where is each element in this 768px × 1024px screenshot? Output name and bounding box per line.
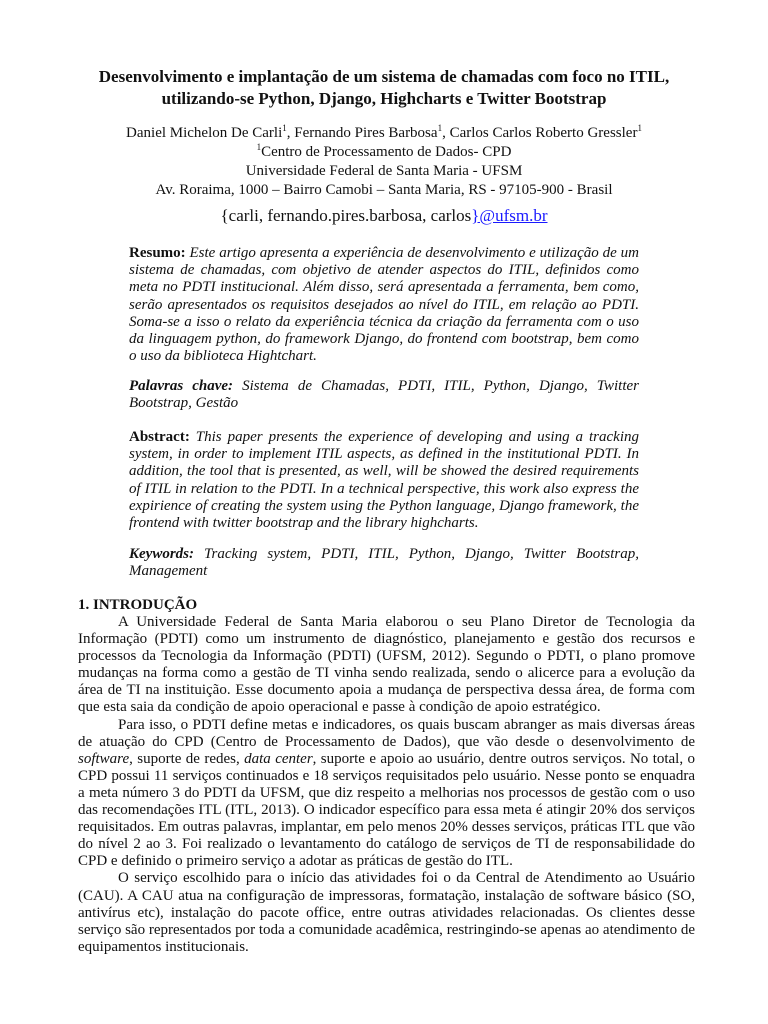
resumo-text: Este artigo apresenta a experiência de desenvolvimento e utilização de um sistema de chamadas, com objetivo de atender aspectos do ITIL, definidos como meta no PDTI institucional. Além disso, será apresentada a ferramenta, bem como, serão apresentados os requisitos desejados ao nível do ITIL, em relação ao PDTI. Soma-se a isso o relato da experiência técnica da criação da ferramenta com o uso da linguagem python, do framework Django, do frontend com bootstrap, bem como o uso da biblioteca Hightchart. [129, 245, 639, 365]
paper-title [60, 66, 708, 110]
author-line: Daniel Michelon De Carli$^1$, Fernando Pires Barbosa$^1$, Carlos Carlos Roberto Gressler$^1$ [126, 123, 642, 141]
affiliation-line: $^1$Centro de Processamento de Dados- CPD [256, 142, 512, 160]
palavras-chave-block [129, 378, 639, 412]
affiliation-marker: 1 [256, 142, 262, 152]
author-name: Daniel Michelon De Carli [126, 125, 283, 141]
author-emails: {carli, fernando.pires.barbosa, carlos}@ufsm.br [220, 206, 548, 225]
title-line-1: Desenvolvimento e implantação de um sistema de chamadas com foco no ITIL, [98, 67, 670, 86]
author-name: Fernando Pires Barbosa [294, 125, 438, 141]
palavras-chave-text: Sistema de Chamadas, PDTI, ITIL, Python, Django, Twitter Bootstrap, Gestão [129, 378, 639, 412]
keywords-block [129, 546, 639, 580]
abstract-block [129, 429, 639, 532]
affiliation-marker: 1 [282, 123, 287, 133]
title-line-2: utilizando-se Python, Django, Highcharts e Twitter Bootstrap [161, 89, 607, 108]
keywords-label: Keywords: [129, 546, 194, 562]
abstract-text: This paper presents the experience of developing and using a tracking system, in order to implement ITIL aspects, as defined in the institutional PDTI. In addition, the tool that is presented, as well, will be showed the desired requirements of ITIL in relation to the PDTI. In a technical perspective, this work also express the expirience of creating the system using the Python language, Django framework, the frontend with twitter bootstrap and the library highcharts. [129, 429, 639, 532]
affiliation-marker: 1 [437, 123, 443, 133]
affiliation-line: Av. Roraima, 1000 – Bairro Camobi – Santa Maria, RS - 97105-900 - Brasil [155, 182, 613, 198]
keywords-text: Tracking system, PDTI, ITIL, Python, Django, Twitter Bootstrap, Management [129, 546, 639, 580]
paragraph: Para isso, o PDTI define metas e indicadores, os quais buscam abranger as mais diversas áreas de atuação do CPD (Centro de Processamento de Dados), que vão desde o desenvolvimento de software, suporte de redes, data center, suporte e apoio ao usuário, dentre outros serviços. No total, o CPD possui 11 serviços continuados e 18 serviços requisitados pelo usuário. Nesse ponto se enquadra a meta número 3 do PDTI da UFSM, que diz respeito a melhorias nos processos de gestão com o uso das recomendações ITL (ITL, 2013). O indicador específico para essa meta é atingir 20% dos serviços requisitados. Em outras palavras, implantar, em pelo menos 20% desses serviços, práticas ITL que vão do nível 2 ao 3. Foi realizado o levantamento do catálogo de serviços de TI de responsabilidade do CPD e definido o primeiro serviço a adotar as práticas de gestão do ITL. [78, 716, 695, 870]
palavras-chave-label: Palavras chave: [129, 378, 234, 394]
paragraph: A Universidade Federal de Santa Maria elaborou o seu Plano Diretor de Tecnologia da Informação (PDTI) como um instrumento de diagnóstico, planejamento e gestão dos recursos e processos da Tecnologia da Informação (PDTI) (UFSM, 2012). Segundo o PDTI, o plano promove mudanças na forma como a gestão de TI vinha sendo realizada, sendo o alicerce para a evolução da área de TI na instituição. Esse documento apoia a mudança de perspectiva dessa área, de forma com que esta saia da condição de apoio operacional e passe à condição de apoio estratégico. [78, 614, 695, 716]
author-name: Carlos Carlos Roberto Gressler [449, 125, 638, 141]
email-link[interactable]: }@ufsm.br [471, 206, 548, 225]
abstract-label: Abstract: [129, 429, 190, 445]
section-body [78, 614, 695, 956]
affiliation-line: Universidade Federal de Santa Maria - UFSM [245, 163, 523, 179]
paragraph: O serviço escolhido para o início das atividades foi o da Central de Atendimento ao Usuário (CAU). A CAU atua na configuração de impressoras, formatação, instalação de software básico (SO, antivírus etc), instalação do pacote office, entre outras atividades relacionadas. Os clientes desse serviço são representados por toda a comunidade acadêmica, restringindo-se apenas ao atendimento de equipamentos institucionais. [78, 870, 695, 955]
author-block [60, 124, 708, 200]
resumo-block [129, 245, 639, 365]
resumo-label: Resumo: [129, 245, 186, 261]
affiliation-marker: 1 [637, 123, 642, 133]
section-heading: 1. INTRODUÇÃO [78, 597, 198, 613]
